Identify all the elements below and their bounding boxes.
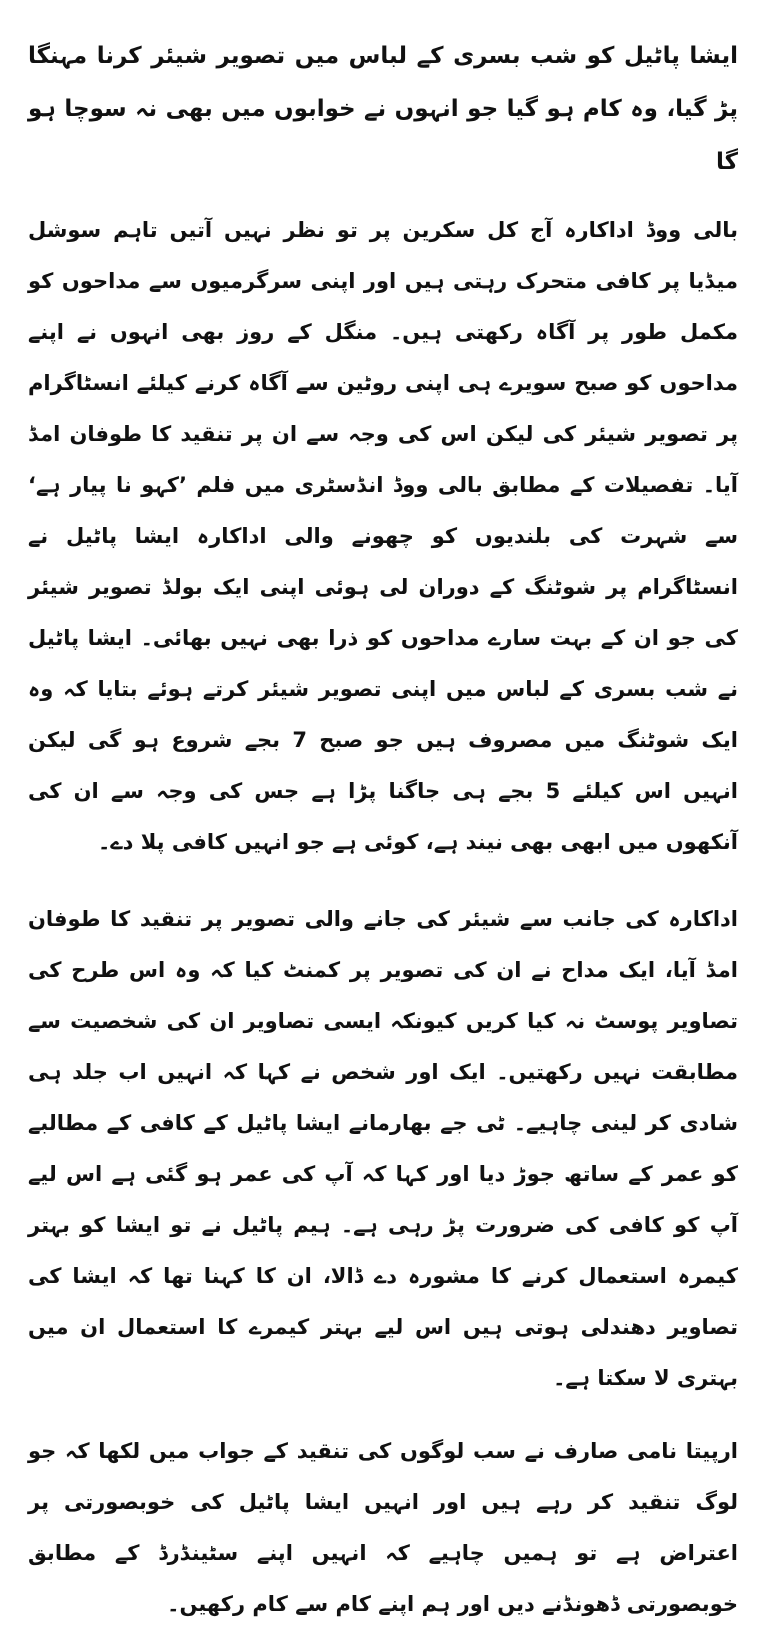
article-paragraph: ارپیتا نامی صارف نے سب لوگوں کی تنقید کے جواب میں لکھا کہ جو لوگ تنقید کر رہے ہیں اور انہیں ایشا پاٹیل کی خوبصورتی پر اعتراض ہے تو ہمیں چاہیے کہ انہیں اپنے سٹینڈرڈ کے مطابق خوبصورتی ڈھونڈنے دیں اور ہم اپنے کام سے کام رکھیں۔ (28, 1439, 738, 1616)
article-paragraph: اداکارہ کی جانب سے شیئر کی جانے والی تصویر پر تنقید کا طوفان امڈ آیا، ایک مداح نے ان کی تصویر پر کمنٹ کیا کہ وہ اس طرح کی تصاویر پوسٹ نہ کیا کریں کیونکہ ایسی تصاویر ان کی شخصیت سے مطابقت نہیں رکھتیں۔ ایک اور شخص نے کہا کہ انہیں اب جلد ہی شادی کر لینی چاہیے۔ ٹی جے بھارمانے ایشا پاٹیل کے کافی کے مطالبے کو عمر کے ساتھ جوڑ دیا اور کہا کہ آپ کی عمر ہو گئی ہے اس لیے آپ کو کافی کی ضرورت پڑ رہی ہے۔ ہیم پاٹیل نے تو ایشا کو بہتر کیمرہ استعمال کرنے کا مشورہ دے ڈالا، ان کا کہنا تھا کہ ایشا کی تصاویر دھندلی ہوتی ہیں اس لیے بہتر کیمرے کا استعمال ان میں بہتری لا سکتا ہے۔ (28, 907, 738, 1390)
article-paragraph: بالی ووڈ اداکارہ آج کل سکرین پر تو نظر نہیں آتیں تاہم سوشل میڈیا پر کافی متحرک رہتی ہیں اور اپنی سرگرمیوں سے مداحوں کو مکمل طور پر آگاہ رکھتی ہیں۔ منگل کے روز بھی انہوں نے اپنے مداحوں کو صبح سویرے ہی اپنی روٹین سے آگاہ کرنے کیلئے انسٹاگرام پر تصویر شیئر کی لیکن اس کی وجہ سے ان پر تنقید کا طوفان امڈ آیا۔ تفصیلات کے مطابق بالی ووڈ انڈسٹری میں فلم ’کہو نا پیار ہے‘ سے شہرت کی بلندیوں کو چھونے والی اداکارہ ایشا پاٹیل نے انسٹاگرام پر شوٹنگ کے دوران لی ہوئی اپنی ایک بولڈ تصویر شیئر کی جو ان کے بہت سارے مداحوں کو ذرا بھی نہیں بھائی۔ ایشا پاٹیل نے شب بسری کے لباس میں اپنی تصویر شیئر کرتے ہوئے بتایا کہ وہ ایک شوٹنگ میں مصروف ہیں جو صبح 7 بجے شروع ہو گی لیکن انہیں اس کیلئے 5 بجے ہی جاگنا پڑا ہے جس کی وجہ سے ان کی آنکھوں میں ابھی بھی نیند ہے، کوئی ہے جو انہیں کافی پلا دے۔ (28, 218, 738, 854)
article-headline: ایشا پاٹیل کو شب بسری کے لباس میں تصویر شیئر کرنا مہنگا پڑ گیا، وہ کام ہو گیا جو انہوں نے خوابوں میں بھی نہ سوچا ہو گا (28, 43, 738, 175)
